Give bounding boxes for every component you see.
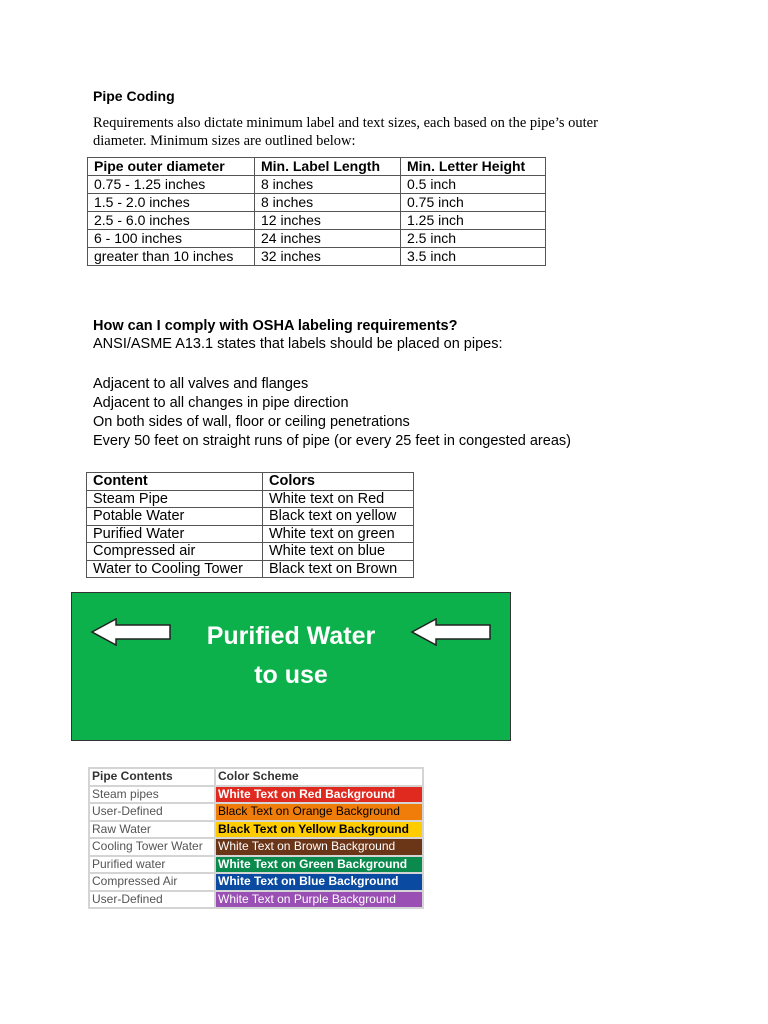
table-row: [87, 525, 414, 543]
list-item: On both sides of wall, floor or ceiling penetrations: [93, 414, 410, 430]
size-header-diameter: Pipe outer diameter: [88, 158, 255, 176]
size-cell: 0.5 inch: [401, 176, 546, 194]
table-row: [89, 821, 423, 839]
color-cell: Black text on yellow: [263, 508, 414, 526]
scheme-swatch: Black Text on Orange Background: [215, 803, 423, 821]
table-row: [87, 490, 414, 508]
size-header-label-length: Min. Label Length: [255, 158, 401, 176]
table-row: [89, 891, 423, 909]
color-cell: White text on blue: [263, 543, 414, 561]
list-item: Adjacent to all changes in pipe direction: [93, 395, 349, 411]
table-row: [87, 560, 414, 578]
table-row: [89, 873, 423, 891]
osha-question-heading: How can I comply with OSHA labeling requirements?: [93, 318, 458, 334]
color-cell: Water to Cooling Tower: [87, 560, 263, 578]
sign-line-2: to use: [254, 661, 328, 689]
size-cell: 12 inches: [255, 212, 401, 230]
color-table: [86, 472, 414, 578]
size-cell: 1.25 inch: [401, 212, 546, 230]
color-cell: White text on green: [263, 525, 414, 543]
table-row: [88, 194, 546, 212]
color-header-colors: Colors: [263, 473, 414, 491]
page-heading: Pipe Coding: [93, 88, 175, 104]
intro-line-2: diameter. Minimum sizes are outlined below:: [93, 133, 356, 149]
color-scheme-table: [88, 767, 424, 909]
scheme-swatch: Black Text on Yellow Background: [215, 821, 423, 839]
size-cell: 24 inches: [255, 230, 401, 248]
table-row: [89, 856, 423, 874]
color-cell: Compressed air: [87, 543, 263, 561]
scheme-pipe-name: Steam pipes: [89, 786, 215, 804]
size-table: [87, 157, 546, 266]
intro-paragraph: [93, 114, 653, 150]
color-header-content: Content: [87, 473, 263, 491]
scheme-swatch: White Text on Brown Background: [215, 838, 423, 856]
sign-line-1: Purified Water: [206, 622, 376, 650]
size-cell: 8 inches: [255, 176, 401, 194]
sign-label: [72, 617, 510, 695]
size-cell: 8 inches: [255, 194, 401, 212]
color-table-header: [87, 473, 414, 491]
table-row: [88, 212, 546, 230]
scheme-pipe-name: Purified water: [89, 856, 215, 874]
size-cell: 3.5 inch: [401, 248, 546, 266]
color-cell: Steam Pipe: [87, 490, 263, 508]
size-cell: 2.5 - 6.0 inches: [88, 212, 255, 230]
intro-line-1: Requirements also dictate minimum label and text sizes, each based on the pipe’s outer: [93, 115, 598, 131]
scheme-pipe-name: Raw Water: [89, 821, 215, 839]
scheme-pipe-name: Cooling Tower Water: [89, 838, 215, 856]
list-item: Every 50 feet on straight runs of pipe (or every 25 feet in congested areas): [93, 433, 571, 449]
size-cell: 0.75 - 1.25 inches: [88, 176, 255, 194]
scheme-swatch: White Text on Green Background: [215, 856, 423, 874]
size-table-header: [88, 158, 546, 176]
table-row: [88, 248, 546, 266]
size-header-letter-height: Min. Letter Height: [401, 158, 546, 176]
list-item: Adjacent to all valves and flanges: [93, 376, 309, 392]
table-row: [87, 508, 414, 526]
color-cell: Black text on Brown: [263, 560, 414, 578]
color-cell: Purified Water: [87, 525, 263, 543]
size-cell: 32 inches: [255, 248, 401, 266]
scheme-header-scheme: Color Scheme: [215, 768, 423, 786]
table-row: [88, 176, 546, 194]
color-cell: Potable Water: [87, 508, 263, 526]
scheme-pipe-name: Compressed Air: [89, 873, 215, 891]
purified-water-sign: [71, 592, 511, 741]
placement-list: [93, 375, 571, 451]
size-cell: 2.5 inch: [401, 230, 546, 248]
table-row: [87, 543, 414, 561]
scheme-pipe-name: User-Defined: [89, 803, 215, 821]
scheme-table-header: [89, 768, 423, 786]
scheme-swatch: White Text on Purple Background: [215, 891, 423, 909]
size-cell: 6 - 100 inches: [88, 230, 255, 248]
scheme-header-contents: Pipe Contents: [89, 768, 215, 786]
osha-question-subtext: ANSI/ASME A13.1 states that labels should be placed on pipes:: [93, 336, 503, 352]
table-row: [89, 803, 423, 821]
scheme-swatch: White Text on Red Background: [215, 786, 423, 804]
scheme-pipe-name: User-Defined: [89, 891, 215, 909]
table-row: [88, 230, 546, 248]
table-row: [89, 838, 423, 856]
size-cell: 1.5 - 2.0 inches: [88, 194, 255, 212]
size-cell: 0.75 inch: [401, 194, 546, 212]
scheme-swatch: White Text on Blue Background: [215, 873, 423, 891]
color-cell: White text on Red: [263, 490, 414, 508]
size-cell: greater than 10 inches: [88, 248, 255, 266]
table-row: [89, 786, 423, 804]
